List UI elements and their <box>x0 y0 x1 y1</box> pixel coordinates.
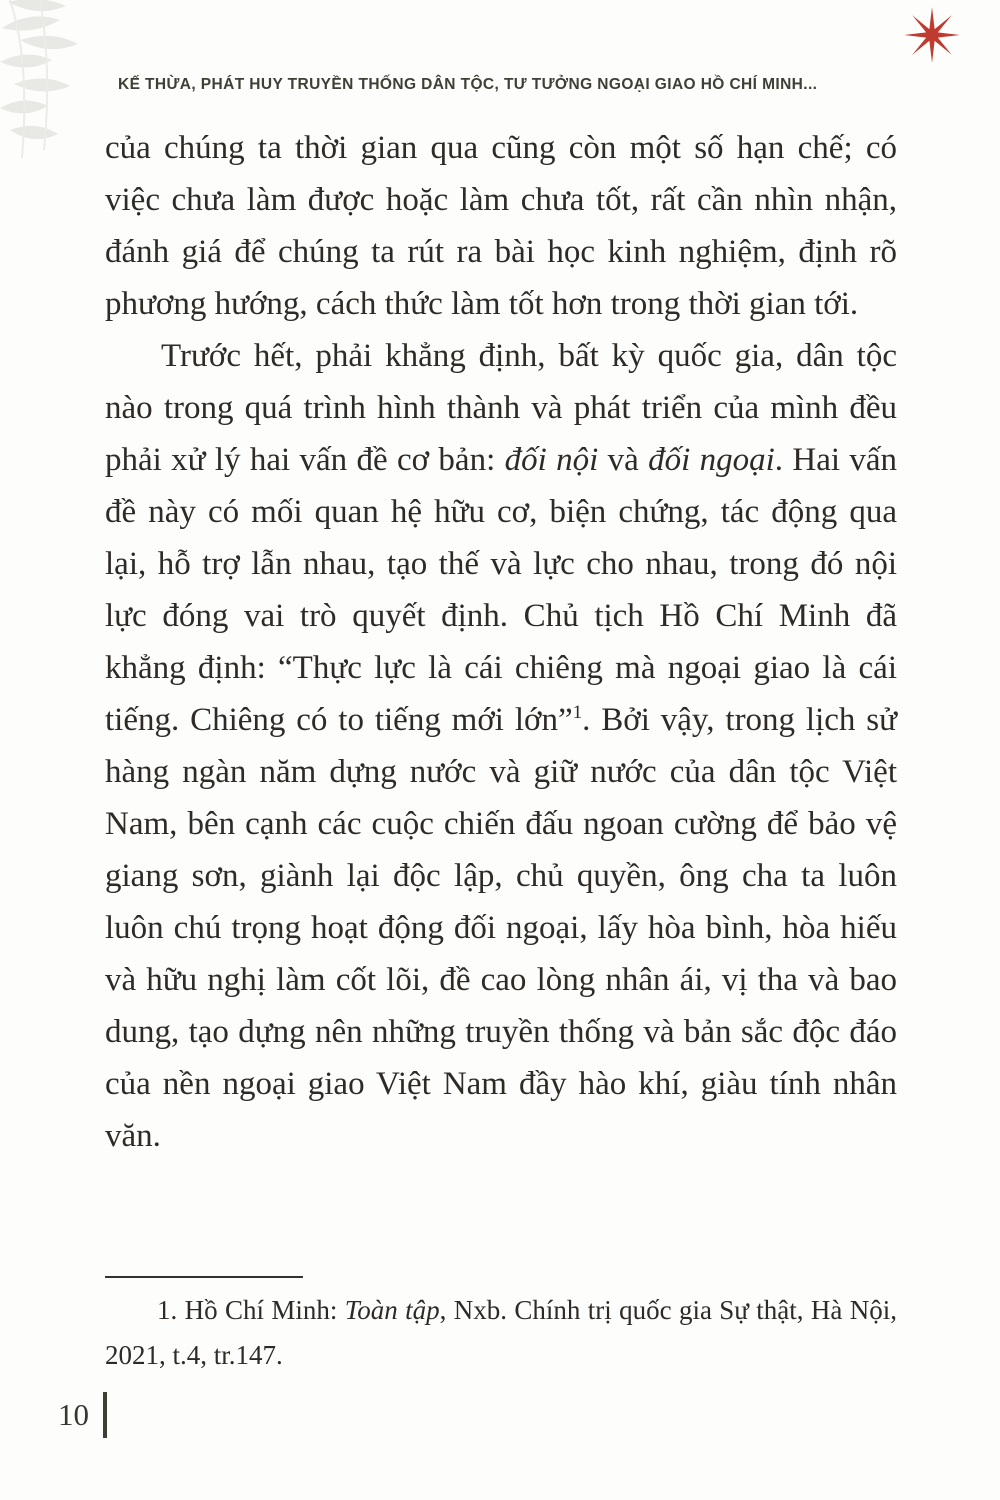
italic-term: đối ngoại <box>648 442 775 478</box>
italic-term: đối nội <box>504 442 599 478</box>
page-number: 10 <box>58 1397 89 1432</box>
footnote-separator <box>105 1276 303 1278</box>
footnote <box>105 1288 897 1378</box>
paragraph <box>105 330 897 1162</box>
footnote-reference: 1 <box>572 702 583 723</box>
paragraph-text: của chúng ta thời gian qua cũng còn một số hạn chế; có việc chưa làm được hoặc làm chưa tốt, rất cần nhìn nhận, đánh giá để chúng ta rút ra bài học kinh nghiệm, định rõ phương hướng, cách thức làm tốt hơn trong thời gian tới. <box>105 130 897 322</box>
paragraph-text: và <box>598 442 649 478</box>
footnote-text: 1. Hồ Chí Minh: <box>157 1295 345 1325</box>
footnote-text: , Nxb. Chính trị quốc gia Sự thật, Hà Nội, 2021, t.4, tr.147. <box>105 1295 897 1370</box>
paragraph-text: Trước hết, phải khẳng định, bất kỳ quốc gia, dân tộc nào trong quá trình hình thành và phát triển của mình đều phải xử lý hai vấn đề cơ bản: <box>105 338 897 478</box>
paragraph-text: . Hai vấn đề này có mối quan hệ hữu cơ, biện chứng, tác động qua lại, hỗ trợ lẫn nhau, tạo thế và lực cho nhau, trong đó nội lực đóng vai trò quyết định. Chủ tịch Hồ Chí Minh đã khẳng định: “Thực lực là cái chiêng mà ngoại giao là cái tiếng. Chiêng có to tiếng mới lớn” <box>105 442 898 738</box>
running-head: KẾ THỪA, PHÁT HUY TRUYỀN THỐNG DÂN TỘC, TƯ TƯỞNG NGOẠI GIAO HỒ CHÍ MINH... <box>118 76 818 93</box>
paragraph-text: . Bởi vậy, trong lịch sử hàng ngàn năm dựng nước và giữ nước của dân tộc Việt Nam, bên cạnh các cuộc chiến đấu ngoan cường để bảo vệ giang sơn, giành lại độc lập, chủ quyền, ông cha ta luôn luôn chú trọng hoạt động đối ngoại, lấy hòa bình, hòa hiếu và hữu nghị làm cốt lõi, đề cao lòng nhân ái, vị tha và bao dung, tạo dựng nên những truyền thống và bản sắc độc đáo của nền ngoại giao Việt Nam đầy hào khí, giàu tính nhân văn. <box>105 702 897 1154</box>
body-text <box>105 122 897 1162</box>
paragraph <box>105 122 897 330</box>
publisher-star-emblem-icon <box>903 6 961 64</box>
bamboo-leaves-icon <box>0 0 120 160</box>
page-number-divider <box>103 1392 107 1438</box>
footnote-title-italic: Toàn tập <box>344 1295 440 1325</box>
page-number-block <box>58 1392 107 1438</box>
